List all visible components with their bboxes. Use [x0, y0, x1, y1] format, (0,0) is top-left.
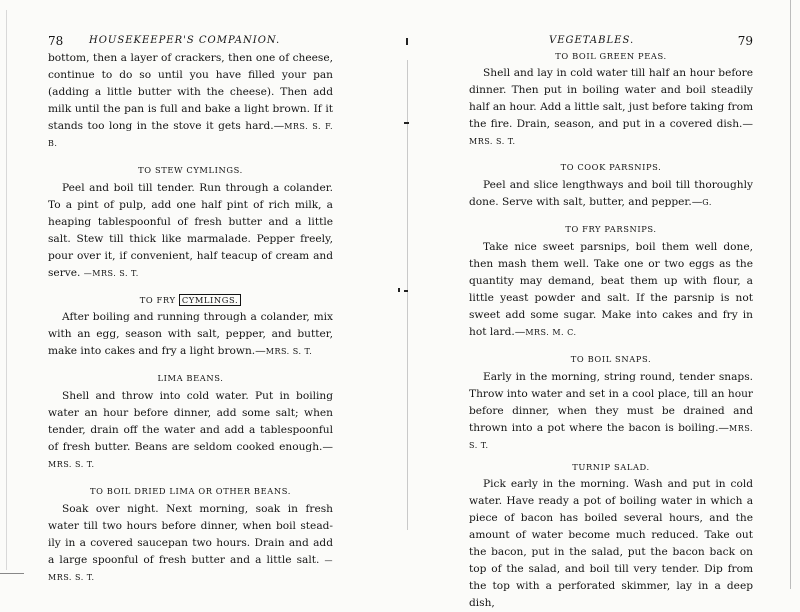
page-number: 78 [48, 34, 64, 48]
right-page-edge [790, 0, 791, 589]
attribution: G. [702, 198, 712, 207]
recipe-title: TO BOIL SNAPS. [570, 354, 652, 364]
recipe-body: Pick early in the morning. Wash and put in cold water. Have ready a pot of boiling water in which a piece of bacon has boiled several hours, and the amount of water become much reduced. Take out the bacon, put in the salad, put the bacon back on top of the salad, and boil till very tender. Dip from the top with a perforated skimmer, lay in a deep dish, [469, 478, 754, 609]
attribution: MRS. S. T. [469, 137, 516, 146]
running-head: VEGETABLES. [549, 35, 635, 46]
recipe-title: TO STEW CYMLINGS. [138, 165, 243, 175]
left-page [48, 34, 333, 586]
recipe-body: Soak over night. Next morning, soak in fresh water till two hours before dinner, when boil stead- ily in a covered saucepan two hours. Drain and add a large spoonful of fresh butter and a little salt. —MRS. S. T. [48, 503, 333, 582]
gutter-mark [404, 290, 408, 292]
recipe-title: TO FRY CYMLINGS. [48, 294, 333, 306]
attribution: MRS. S. T. [469, 424, 753, 450]
left-page-header [48, 34, 333, 48]
attribution: —MRS. S. T. [48, 556, 333, 582]
page-number: 79 [737, 34, 753, 48]
attribution: MRS. M. C. [525, 328, 577, 337]
recipe-body: Shell and lay in cold water till half an hour before dinner. Then put in boiling water and boil steadily half an hour. Add a little salt, just before taking from the fire. Drain, season, and put in a covered dish.—MRS. S. T. [469, 67, 753, 146]
recipe-body: Early in the morning, string round, tender snaps. Throw into water and set in a cool place, till an hour before dinner, when they must be drained and thrown into a pot where the bacon is boiling.—MRS. S. T. [469, 371, 753, 450]
recipe-body: Shell and throw into cold water. Put in boiling water an hour before dinner, add some salt; when tender, drain off the water and add a tablespoonful of fresh butter. Beans are seldom cooked enough.— MRS. S. T. [48, 390, 333, 469]
attribution: —MRS. S. T. [83, 269, 139, 278]
gutter-mark [406, 38, 408, 45]
recipe-title: TO FRY PARSNIPS. [565, 224, 657, 234]
recipe-title: TO BOIL GREEN PEAS. [555, 51, 667, 61]
highlighted-word-box: CYMLINGS. [179, 294, 241, 306]
gutter-mark [398, 288, 400, 292]
page-corner-line [0, 573, 24, 574]
recipe-title: TURNIP SALAD. [572, 462, 650, 472]
right-page-header [469, 34, 753, 48]
running-head: HOUSEKEEPER'S COMPANION. [89, 35, 281, 46]
left-page-edge [6, 10, 7, 570]
recipe-title: LIMA BEANS. [157, 373, 224, 383]
recipe-body: Peel and boil till tender. Run through a colander. To a pint of pulp, add one half pint of rich milk, a heaping tablespoonful of fresh butter and a little salt. Stew till thick like marmalade. Pepper freely, pour over it, if convenient, half teacup of cream and serve. —MRS. S. T. [48, 182, 333, 279]
gutter-mark [404, 122, 409, 124]
recipe-body: Peel and slice lengthways and boil till thoroughly done. Serve with salt, butter, and pepper.—G. [469, 179, 753, 208]
book-gutter [407, 60, 408, 530]
attribution: MRS. S. T. [48, 460, 95, 469]
recipe-title: TO BOIL DRIED LIMA OR OTHER BEANS. [90, 486, 291, 496]
intro-paragraph: bottom, then a layer of crackers, then one of cheese, continue to do so until you have filled your pan (adding a little butter with the cheese). Then add milk until the pan is full and bake a light brown. If it stands too long in the stove it gets hard.—MRS. S. F. B. [48, 52, 333, 148]
right-page [469, 34, 753, 612]
attribution: MRS. S. F. B. [48, 122, 333, 148]
recipe-body: Take nice sweet parsnips, boil them well done, then mash them well. Take one or two eggs as the quantity may demand, beat them up with flour, a little yeast powder and salt. If the parsnip is not sweet add some sugar. Make into cakes and fry in hot lard.—MRS. M. C. [469, 241, 753, 338]
recipe-title: TO COOK PARSNIPS. [560, 162, 662, 172]
recipe-body: After boiling and running through a colander, mix with an egg, season with salt, pepper, and butter, make into cakes and fry a light brown.—MRS. S. T. [48, 311, 333, 357]
attribution: MRS. S. T. [265, 347, 313, 356]
